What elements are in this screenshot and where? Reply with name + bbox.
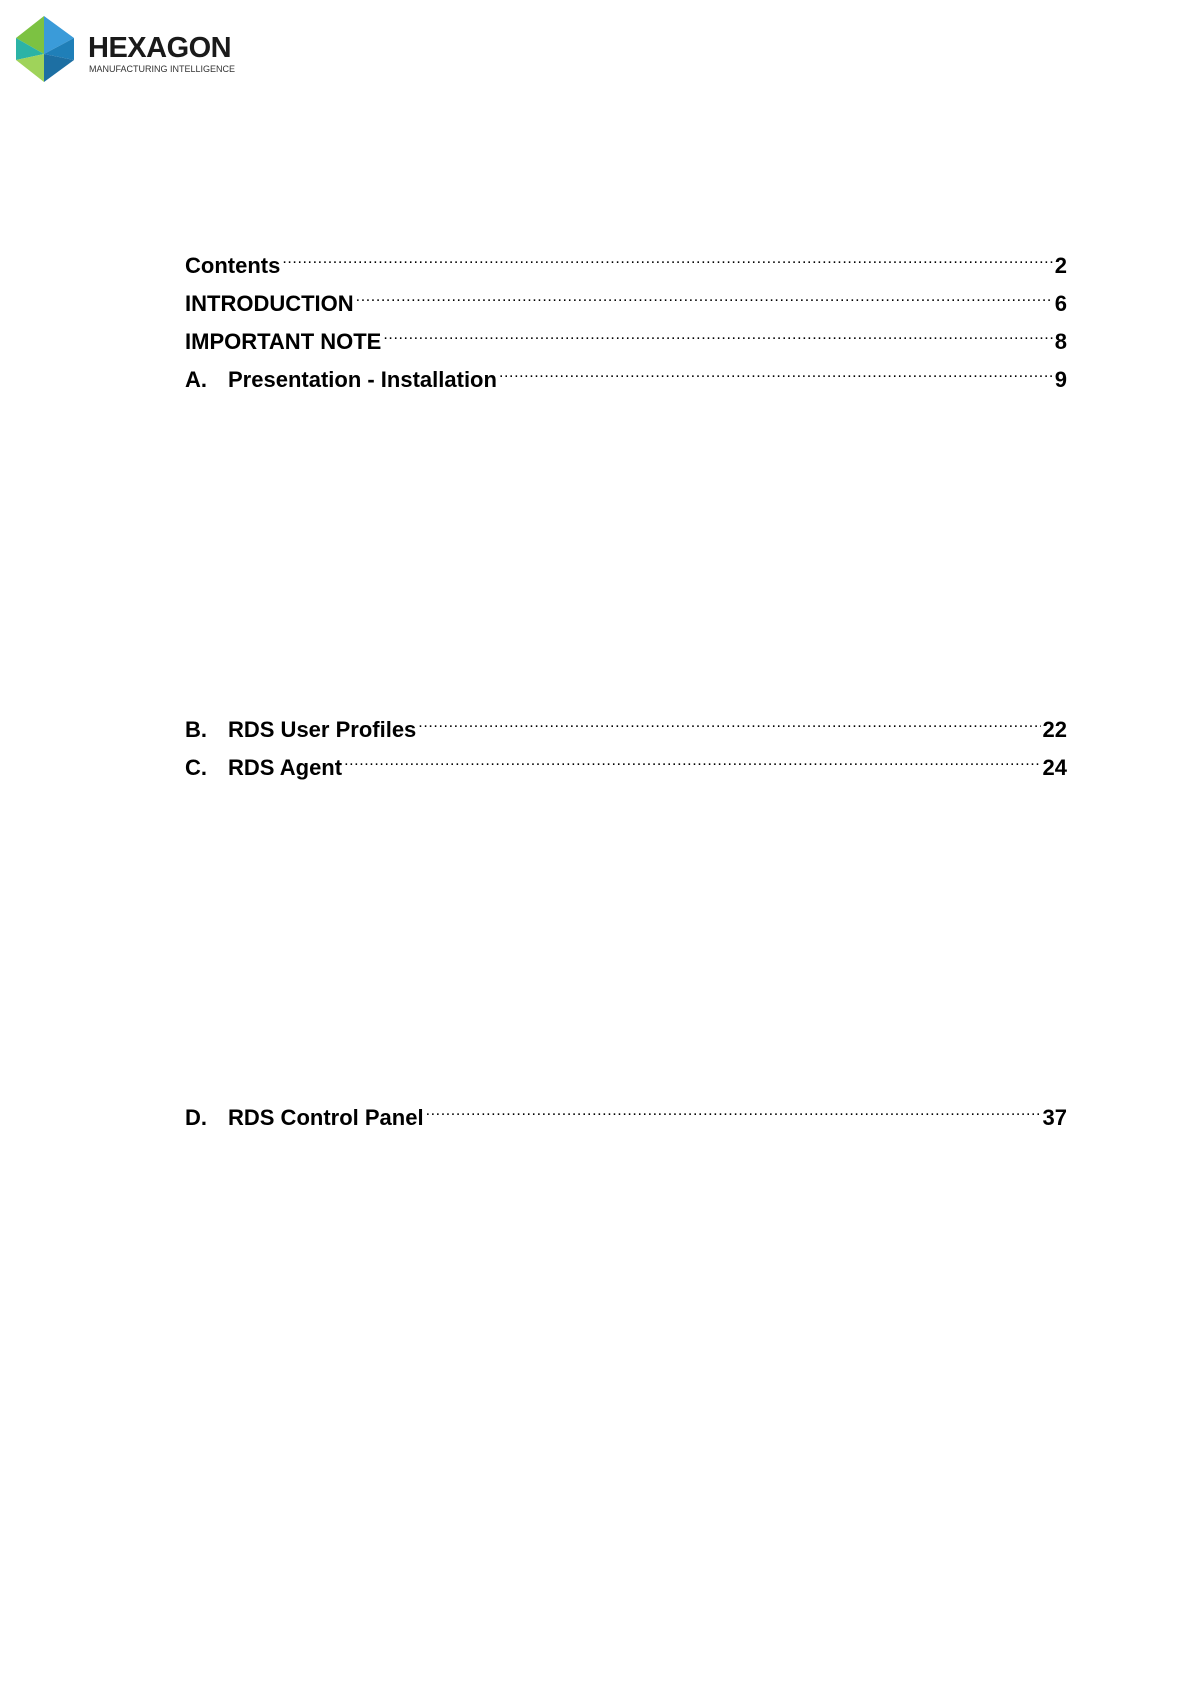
toc-entry-title: INTRODUCTION: [185, 291, 354, 316]
brand-tagline: MANUFACTURING INTELLIGENCE: [89, 64, 236, 74]
toc-entry-letter: D.: [185, 1105, 207, 1130]
toc-entry-page: 24: [1042, 755, 1067, 780]
toc-entry-title: RDS User Profiles: [228, 717, 417, 742]
toc-entry-page: 8: [1054, 329, 1067, 354]
toc-leader: [356, 283, 1053, 311]
toc-leader: [418, 709, 1040, 737]
toc-entry-title: Contents: [185, 253, 281, 278]
toc-leader: [426, 1097, 1041, 1125]
hexagon-logo-icon: [16, 16, 74, 82]
toc-entry-page: 9: [1054, 367, 1067, 392]
toc-entry-title: RDS Control Panel: [228, 1105, 424, 1130]
toc-entry-contents[interactable]: [185, 245, 1067, 278]
toc-leader: [383, 321, 1052, 349]
toc-entry-introduction[interactable]: [185, 283, 1067, 316]
toc-entry-title: RDS Agent: [228, 755, 343, 780]
toc-leader: [344, 747, 1040, 775]
toc-entry-page: 6: [1054, 291, 1067, 316]
toc-entry-title: IMPORTANT NOTE: [185, 329, 382, 354]
toc-entry-title: Presentation - Installation: [228, 367, 497, 392]
toc-entry-section-d[interactable]: [185, 1097, 1067, 1130]
hexagon-logo: [16, 16, 246, 82]
toc-entry-page: 37: [1042, 1105, 1067, 1130]
toc-entry-section-a[interactable]: [185, 359, 1067, 392]
toc-leader: [499, 359, 1053, 387]
toc-entry-letter: C.: [185, 755, 207, 780]
toc-entry-page: 22: [1042, 717, 1067, 742]
toc-entry-letter: A.: [185, 367, 207, 392]
toc-leader: [282, 245, 1052, 273]
toc-entry-page: 2: [1054, 253, 1067, 278]
toc-entry-important-note[interactable]: [185, 321, 1067, 354]
toc-entry-section-b[interactable]: [185, 709, 1067, 742]
brand-name: HEXAGON: [88, 32, 232, 64]
toc-entry-section-c[interactable]: [185, 747, 1067, 780]
toc-entry-letter: B.: [185, 717, 207, 742]
